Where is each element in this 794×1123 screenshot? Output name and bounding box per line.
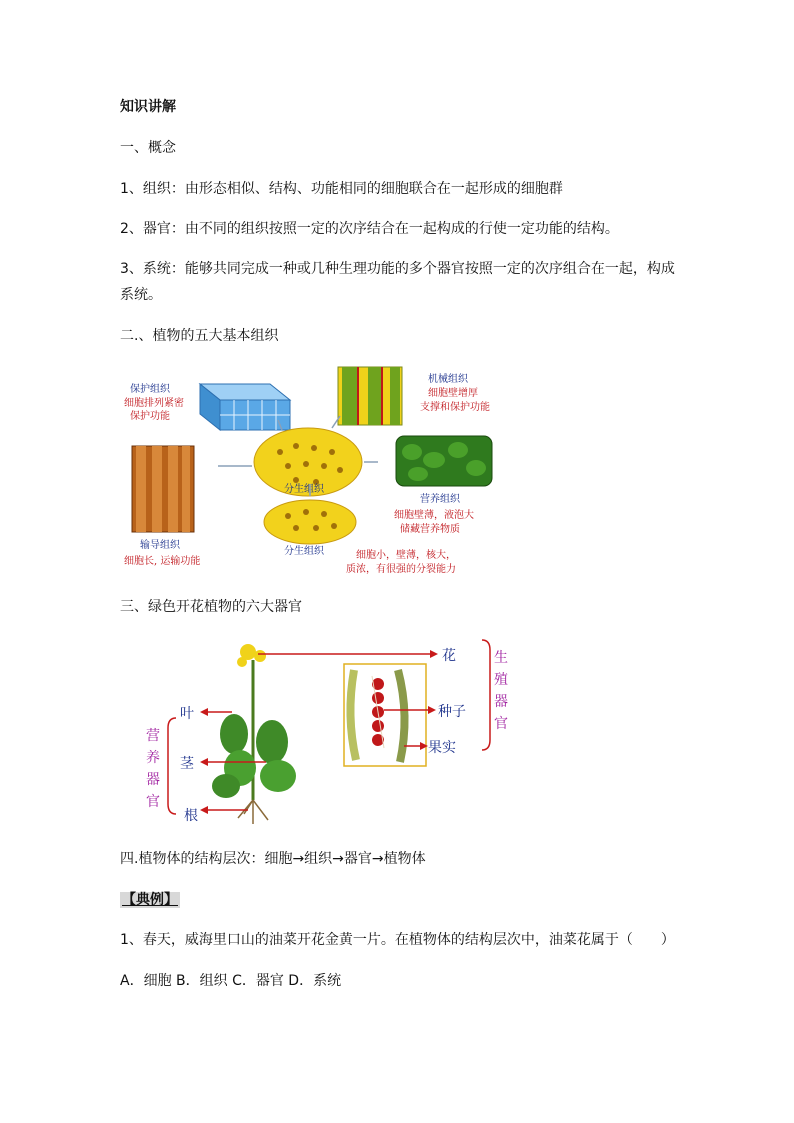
vegetative-bracket xyxy=(168,718,176,814)
reproductive-char-2: 殖 xyxy=(494,672,508,688)
fruit-seed-image xyxy=(350,670,404,762)
meristem-desc2: 质浓，有很强的分裂能力 xyxy=(346,564,456,575)
organ-flower-label: 花 xyxy=(442,648,456,664)
concept-tissue: 1、组织：由形态相似、结构、功能相同的细胞联合在一起形成的细胞群 xyxy=(120,181,563,197)
mechanical-tissue-desc2: 支撑和保护功能 xyxy=(420,402,490,413)
section-concepts-title: 一、概念 xyxy=(120,140,176,156)
conducting-tissue-desc1: 细胞长, 运输功能 xyxy=(124,556,201,567)
rapeseed-plant-image xyxy=(212,644,296,824)
example-tag: 【典例】 xyxy=(122,892,178,908)
example-options: A．细胞 B．组织 C．器官 D．系统 xyxy=(120,973,342,989)
reproductive-char-4: 官 xyxy=(494,716,508,732)
protective-tissue-desc2: 保护功能 xyxy=(130,411,170,422)
organ-seed-label: 种子 xyxy=(438,704,466,720)
page-heading: 知识讲解 xyxy=(120,99,176,115)
mechanical-tissue-desc1: 细胞壁增厚 xyxy=(428,388,478,399)
meristem-top-label: 分生组织 xyxy=(284,484,324,495)
section-tissues-title: 二.、植物的五大基本组织 xyxy=(120,328,279,344)
reproductive-bracket xyxy=(482,640,490,750)
organ-stem-label: 茎 xyxy=(180,756,194,772)
protective-tissue-image xyxy=(200,384,290,430)
organ-leaf-label: 叶 xyxy=(180,706,194,722)
meristem-bottom-image xyxy=(264,500,356,544)
protective-tissue-name: 保护组织 xyxy=(130,384,170,395)
mechanical-tissue-image xyxy=(338,367,402,425)
structure-levels: 四.植物体的结构层次：细胞→组织→器官→植物体 xyxy=(120,851,426,867)
vegetative-char-1: 营 xyxy=(146,728,160,744)
conducting-tissue-image xyxy=(132,446,194,532)
concept-system-line2: 系统。 xyxy=(120,287,162,303)
mechanical-tissue-name: 机械组织 xyxy=(428,374,468,385)
nutritive-tissue-name: 营养组织 xyxy=(420,494,460,505)
reproductive-char-1: 生 xyxy=(494,650,508,666)
section-organs-title: 三、绿色开花植物的六大器官 xyxy=(120,599,302,615)
nutritive-tissue-image xyxy=(396,436,492,486)
vegetative-char-2: 养 xyxy=(146,750,160,766)
vegetative-char-4: 官 xyxy=(146,794,160,810)
conducting-tissue-name: 输导组织 xyxy=(140,540,180,551)
five-tissues-figure xyxy=(120,362,500,582)
nutritive-tissue-desc1: 细胞壁薄，液泡大 xyxy=(394,510,474,521)
meristem-bottom-label: 分生组织 xyxy=(284,546,324,557)
organ-root-label: 根 xyxy=(184,808,198,824)
protective-tissue-desc1: 细胞排列紧密 xyxy=(124,398,184,409)
organ-fruit-label: 果实 xyxy=(428,740,456,756)
six-organs-figure xyxy=(140,636,520,828)
reproductive-char-3: 器 xyxy=(494,694,508,710)
example-question: 1、春天，威海里口山的油菜开花金黄一片。在植物体的结构层次中，油菜花属于（ ） xyxy=(120,932,675,948)
vegetative-char-3: 器 xyxy=(146,772,160,788)
meristem-desc1: 细胞小，壁薄，核大， xyxy=(356,550,456,561)
concept-system-line1: 3、系统：能够共同完成一种或几种生理功能的多个器官按照一定的次序组合在一起，构成 xyxy=(120,261,675,277)
concept-organ: 2、器官：由不同的组织按照一定的次序结合在一起构成的行使一定功能的结构。 xyxy=(120,221,619,237)
nutritive-tissue-desc2: 储藏营养物质 xyxy=(400,524,460,535)
